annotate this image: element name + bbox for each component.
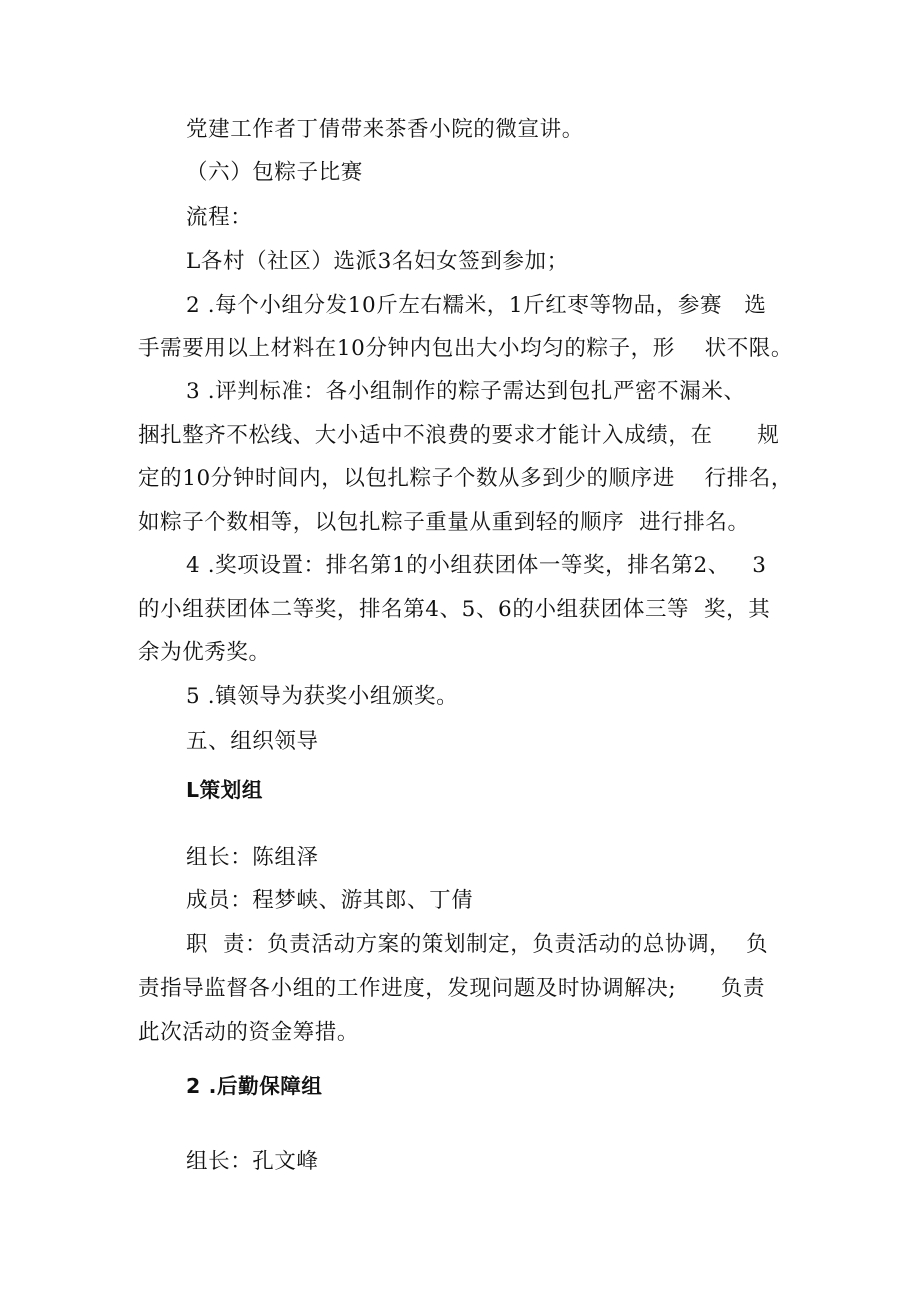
list-item-4-line-1: 4 .奖项设置：排名第1的小组获团体一等奖，排名第2、 3 (186, 553, 767, 578)
planning-group-members: 成员：程梦峡、游其郎、丁倩 (186, 888, 474, 913)
label-process: 流程： (186, 205, 253, 230)
list-item-3-line-1: 3 .评判标准：各小组制作的粽子需达到包扎严密不漏米、 (186, 379, 746, 404)
list-item-2-line-2: 手需要用以上材料在10分钟内包出大小均匀的粽子，形 状不限。 (138, 336, 793, 361)
subheading-planning-group: L策划组 (186, 778, 263, 802)
list-item-3-line-3: 定的10分钟时间内，以包扎粽子个数从多到少的顺序进 行排名， (138, 466, 793, 491)
logistics-group-leader: 组长：孔文峰 (186, 1149, 319, 1174)
planning-group-duty-line-3: 此次活动的资金筹措。 (138, 1020, 360, 1045)
text-line-1: 党建工作者丁倩带来茶香小院的微宣讲。 (186, 117, 584, 142)
list-item-5: 5 .镇领导为获奖小组颁奖。 (186, 684, 459, 709)
list-item-4-line-2: 的小组获团体二等奖，排名第4、5、6的小组获团体三等 奖，其 (138, 597, 771, 622)
list-item-2-line-1: 2 .每个小组分发10斤左右糯米，1斤红枣等物品，参赛 选 (186, 293, 767, 318)
planning-group-duty-line-2: 责指导监督各小组的工作进度，发现问题及时协调解决; 负责 (138, 976, 766, 1001)
list-item-3-line-4: 如粽子个数相等，以包扎粽子重量从重到轻的顺序 进行排名。 (138, 510, 750, 535)
section-heading-organization: 五、组织领导 (186, 729, 319, 754)
list-item-4-line-3: 余为优秀奖。 (138, 640, 271, 665)
planning-group-duty-line-1: 职 责：负责活动方案的策划制定，负责活动的总协调， 负 (186, 932, 769, 957)
planning-group-leader: 组长：陈组泽 (186, 845, 319, 870)
list-item-3-line-2: 捆扎整齐不松线、大小适中不浪费的要求才能计入成绩，在 规 (138, 423, 780, 448)
section-heading-rice-dumpling-contest: （六）包粽子比赛 (186, 160, 363, 185)
subheading-logistics-group: 2 .后勤保障组 (186, 1074, 323, 1098)
list-item-1: L各村（社区）选派3名妇女签到参加； (186, 249, 569, 274)
